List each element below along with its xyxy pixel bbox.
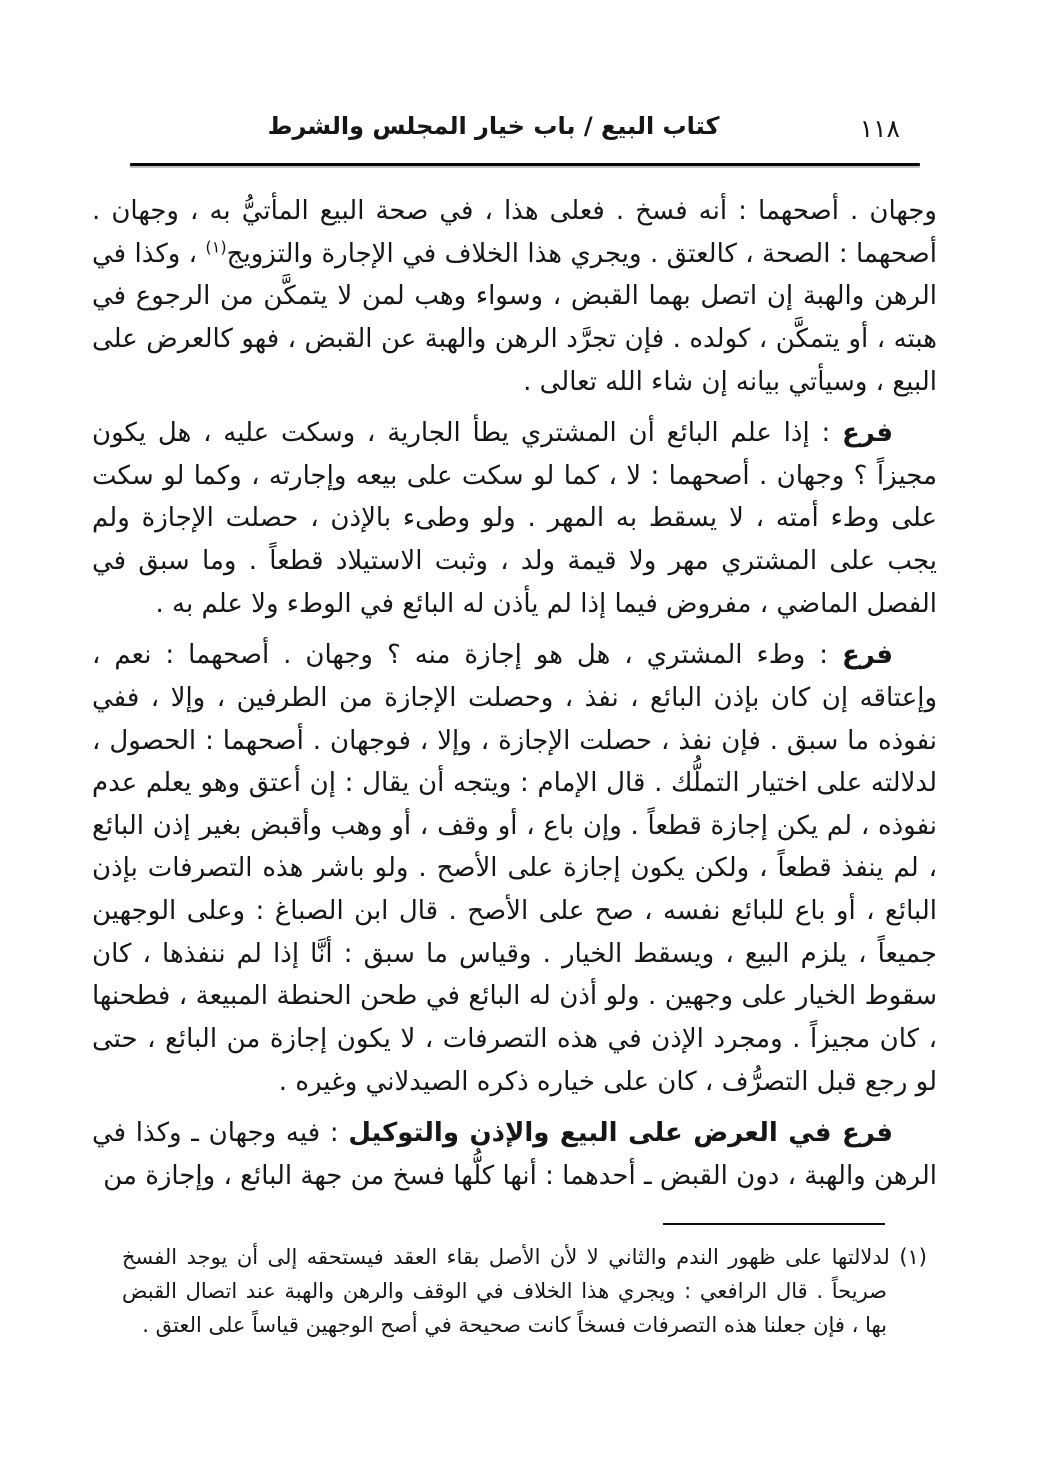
footnote-divider-rule — [663, 1223, 885, 1225]
footnote-reference-marker: (١) — [205, 236, 227, 256]
footnote-text: لدلالتها على ظهور الندم والثاني لا لأن الأصل بقاء العقد فيستحقه إلى أن يوجد الفسخ صريحاً . قال الرافعي : ويجري هذا الخلاف في الوقف والرهن والهبة عند اتصال القبض بها ، فإن جعلنا هذه التصرفات فسخاً كانت صحيحة في أصح الوجهين قياساً على العتق . — [122, 1245, 900, 1337]
far3-lead-heading: فرع في العرض على البيع والإذن والتوكيل — [348, 1118, 893, 1149]
far3-lead-word: فرع — [842, 640, 893, 671]
far3-paragraph-1 — [92, 412, 937, 625]
far3-lead-word: فرع — [842, 418, 893, 449]
footnotes-section — [92, 1223, 937, 1342]
running-head-title: كتاب البيع / باب خيار المجلس والشرط — [267, 112, 720, 140]
paragraph-text: وجهان . أصحهما : أنه فسخ . فعلى هذا ، في صحة البيع المأتيُّ به ، وجهان . أصحهما : الصحة ، كالعتق . ويجري هذا الخلاف في الإجارة والتزويج — [92, 196, 937, 269]
far3-paragraph-2 — [92, 634, 937, 1103]
paragraph-text: : وطء المشتري ، هل هو إجازة منه ؟ وجهان . أصحهما : نعم ، وإعتاقه إن كان بإذن البائع ، نفذ ، وحصلت الإجازة من الطرفين ، وإلا ، ففي نفوذه ما سبق . فإن نفذ ، حصلت الإجازة ، وإلا ، فوجهان . أصحهما : الحصول ، لدلالته على اختيار التملُّك . قال الإمام : ويتجه أن يقال : إن أعتق وهو يعلم عدم نفوذه ، لم يكن إجازة قطعاً . وإن باع ، أو وقف ، أو وهب وأقبض بغير إذن البائع ، لم ينفذ قطعاً ، ولكن يكون إجازة على الأصح . ولو باشر هذه التصرفات بإذن البائع ، أو باع للبائع نفسه ، صح على الأصح . قال ابن الصباغ : وعلى الوجهين جميعاً ، يلزم البيع ، ويسقط الخيار . وقياس ما سبق : أنَّا إذا لم ننفذها ، كان سقوط الخيار على وجهين . ولو أذن له البائع في طحن الحنطة المبيعة ، فطحنها ، كان مجيزاً . ومجرد الإذن في هذه التصرفات ، لا يكون إجازة من البائع ، حتى لو رجع قبل التصرُّف ، كان على خياره ذكره الصيدلاني وغيره . — [92, 640, 937, 1097]
paragraph-text: : إذا علم البائع أن المشتري يطأ الجارية ، وسكت عليه ، هل يكون مجيزاً ؟ وجهان . أصحهما : لا ، كما لو سكت على بيعه وإجارته ، وكما لو سكت على وطء أمته ، لا يسقط به المهر . ولو وطىء بالإذن ، حصلت الإجازة ولم يجب على المشتري مهر ولا قيمة ولد ، وثبت الاستيلاد قطعاً . وما سبق في الفصل الماضي ، مفروض فيما إذا لم يأذن له البائع في الوطء ولا علم به . — [92, 418, 937, 619]
paragraph-text: : فيه وجهان ـ وكذا في الرهن والهبة ، دون القبض ـ أحدهما : أنها كلُّها فسخ من جهة البائع ، وإجازة من — [92, 1118, 937, 1191]
page-header — [92, 112, 937, 156]
header-divider-rule — [130, 163, 920, 166]
main-text-block — [92, 190, 937, 1197]
page-number: ١١٨ — [859, 114, 900, 143]
footnote-marker: (١) — [899, 1245, 927, 1270]
paragraph-text: ، وكذا في الرهن والهبة إن اتصل بهما القبض ، وسواء وهب لمن لا يتمكَّن من الرجوع في هبته ، أو يتمكَّن ، كولده . فإن تجرَّد الرهن والهبة عن القبض ، فهو كالعرض على البيع ، وسيأتي بيانه إن شاء الله تعالى . — [92, 238, 937, 397]
footnote-item — [122, 1241, 927, 1342]
far3-paragraph-3 — [92, 1112, 937, 1197]
paragraph-continuation — [92, 190, 937, 403]
